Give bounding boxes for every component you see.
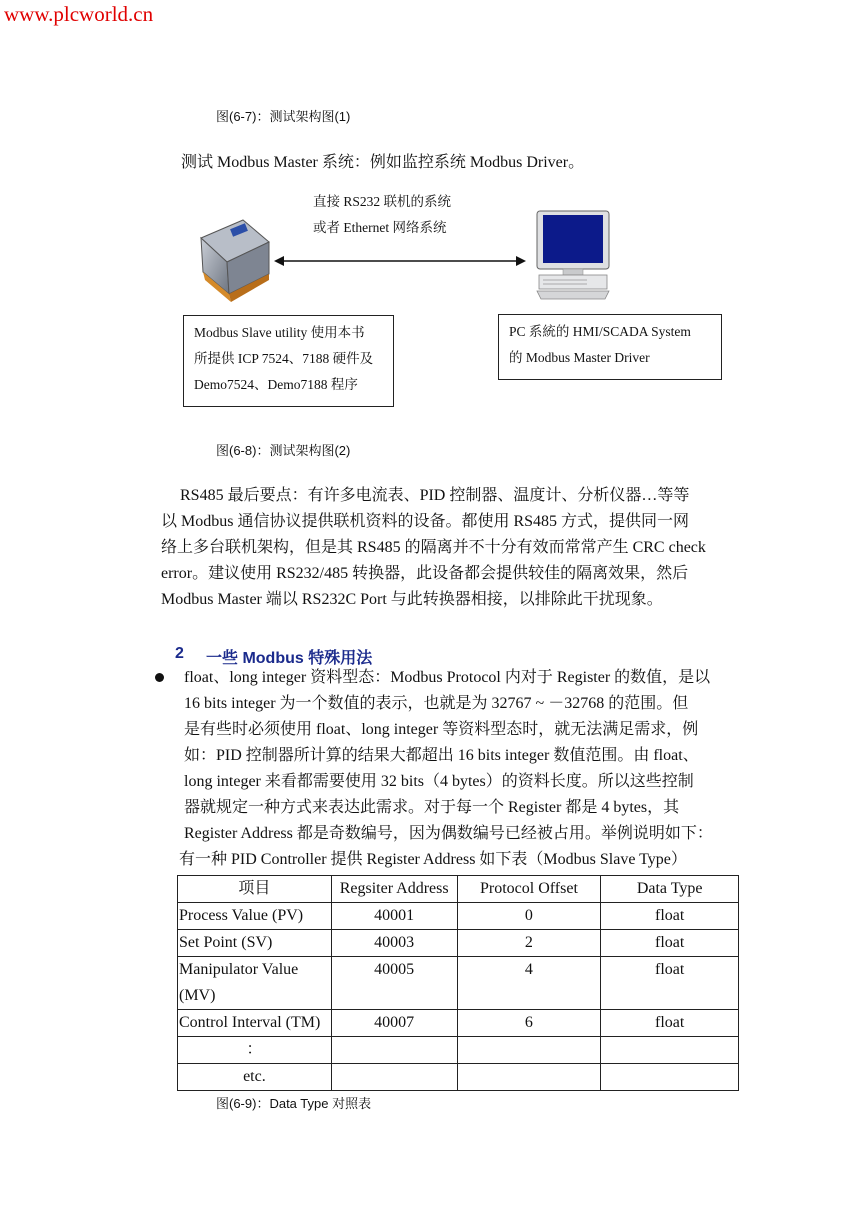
paragraph-line: Modbus Master 端以 RS232C Port 与此转换器相接，以排除此干扰现象。	[161, 591, 663, 608]
paragraph-line: 是有些时必须使用 float、long integer 等资料型态时，就无法满足需求，例	[184, 721, 699, 738]
paragraph-line: 络上多台联机架构，但是其 RS485 的隔离并不十分有效而常常产生 CRC check	[161, 539, 706, 556]
table-cell	[601, 1037, 739, 1064]
figure-6-9-caption: 图(6-9)：Data Type 对照表	[216, 1096, 372, 1111]
table-header-cell: Protocol Offset	[457, 876, 601, 903]
table-intro-line: 有一种 PID Controller 提供 Register Address 如下表（Modbus Slave Type）	[179, 851, 687, 868]
table-row	[178, 1064, 739, 1091]
table-cell: 4	[457, 957, 601, 1010]
section-title: 一些 Modbus 特殊用法	[206, 650, 373, 667]
table-cell	[457, 1037, 601, 1064]
table-cell: 6	[457, 1010, 601, 1037]
table-cell: 40007	[331, 1010, 457, 1037]
paragraph-line: 以 Modbus 通信协议提供联机资料的设备。都使用 RS485 方式，提供同一网	[161, 513, 690, 530]
table-row	[178, 1010, 739, 1037]
table-cell: float	[601, 903, 739, 930]
table-cell: Control Interval (TM)	[178, 1010, 332, 1037]
table-header-cell: 项目	[178, 876, 332, 903]
table-row	[178, 1037, 739, 1064]
slave-utility-box	[183, 315, 394, 407]
table-cell: 40001	[331, 903, 457, 930]
table-cell: 2	[457, 930, 601, 957]
intro-line: 测试 Modbus Master 系统：例如监控系统 Modbus Driver。	[181, 154, 585, 171]
data-type-table	[177, 875, 739, 1091]
paragraph-line: RS485 最后要点：有许多电流表、PID 控制器、温度计、分析仪器…等等	[180, 487, 690, 504]
table-header-cell: Data Type	[601, 876, 739, 903]
section-number: 2	[175, 645, 184, 662]
table-cell	[457, 1064, 601, 1091]
slave-box-line: Demo7524、Demo7188 程序	[194, 377, 358, 392]
slave-box-line: Modbus Slave utility 使用本书	[194, 325, 365, 340]
rs485-paragraph	[161, 483, 741, 613]
table-cell: float	[601, 1010, 739, 1037]
paragraph-line: long integer 来看都需要使用 32 bits（4 bytes）的资料长度。所以这些控制	[184, 773, 694, 790]
watermark[interactable]: www.plcworld.cn	[4, 2, 154, 26]
table-cell: float	[601, 930, 739, 957]
table-cell	[601, 1064, 739, 1091]
slave-box-line: 所提供 ICP 7524、7188 硬件及	[194, 351, 374, 366]
bullet-paragraph	[184, 665, 744, 847]
paragraph-line: float、long integer 资料型态：Modbus Protocol 内对于 Register 的数值，是以	[184, 669, 711, 686]
table-cell: Set Point (SV)	[178, 930, 332, 957]
link-label-2: 或者 Ethernet 网络系统	[313, 220, 447, 235]
master-box-line: 的 Modbus Master Driver	[509, 350, 650, 365]
figure-6-8-caption: 图(6-8)：测试架构图(2)	[216, 443, 351, 458]
table-cell: float	[601, 957, 739, 1010]
table-row	[178, 957, 739, 1010]
paragraph-line: 器就规定一种方式来表达此需求。对于每一个 Register 都是 4 bytes，其	[184, 799, 680, 816]
table-cell: Manipulator Value (MV)	[178, 957, 332, 1010]
table-cell: 40003	[331, 930, 457, 957]
bullet-dot-icon	[155, 673, 164, 682]
table-cell	[331, 1037, 457, 1064]
table-cell: 40005	[331, 957, 457, 1010]
master-box-line: PC 系統的 HMI/SCADA System	[509, 324, 691, 339]
icp-module-icon	[193, 216, 275, 306]
link-label-1: 直接 RS232 联机的系统	[313, 194, 452, 209]
table-cell: 0	[457, 903, 601, 930]
paragraph-line: 如：PID 控制器所计算的结果大都超出 16 bits integer 数值范围。由 float、	[184, 747, 699, 764]
bidirectional-arrow-icon	[272, 254, 528, 268]
paragraph-line: Register Address 都是奇数编号，因为偶数编号已经被占用。举例说明如下：	[184, 825, 713, 842]
table-row	[178, 903, 739, 930]
pc-computer-icon	[535, 209, 611, 301]
table-header-cell: Regsiter Address	[331, 876, 457, 903]
table-cell	[331, 1064, 457, 1091]
table-row	[178, 930, 739, 957]
paragraph-line: error。建议使用 RS232/485 转换器，此设备都会提供较佳的隔离效果，然后	[161, 565, 689, 582]
master-driver-box	[498, 314, 722, 380]
table-header-row	[178, 876, 739, 903]
figure-6-7-caption: 图(6-7)：测试架构图(1)	[216, 109, 351, 124]
paragraph-line: 16 bits integer 为一个数值的表示，也就是为 32767 ~ －32768 的范围。但	[184, 695, 689, 712]
table-cell: etc.	[178, 1064, 332, 1091]
architecture-diagram	[0, 185, 868, 415]
table-cell: Process Value (PV)	[178, 903, 332, 930]
table-cell: ：	[178, 1037, 332, 1064]
